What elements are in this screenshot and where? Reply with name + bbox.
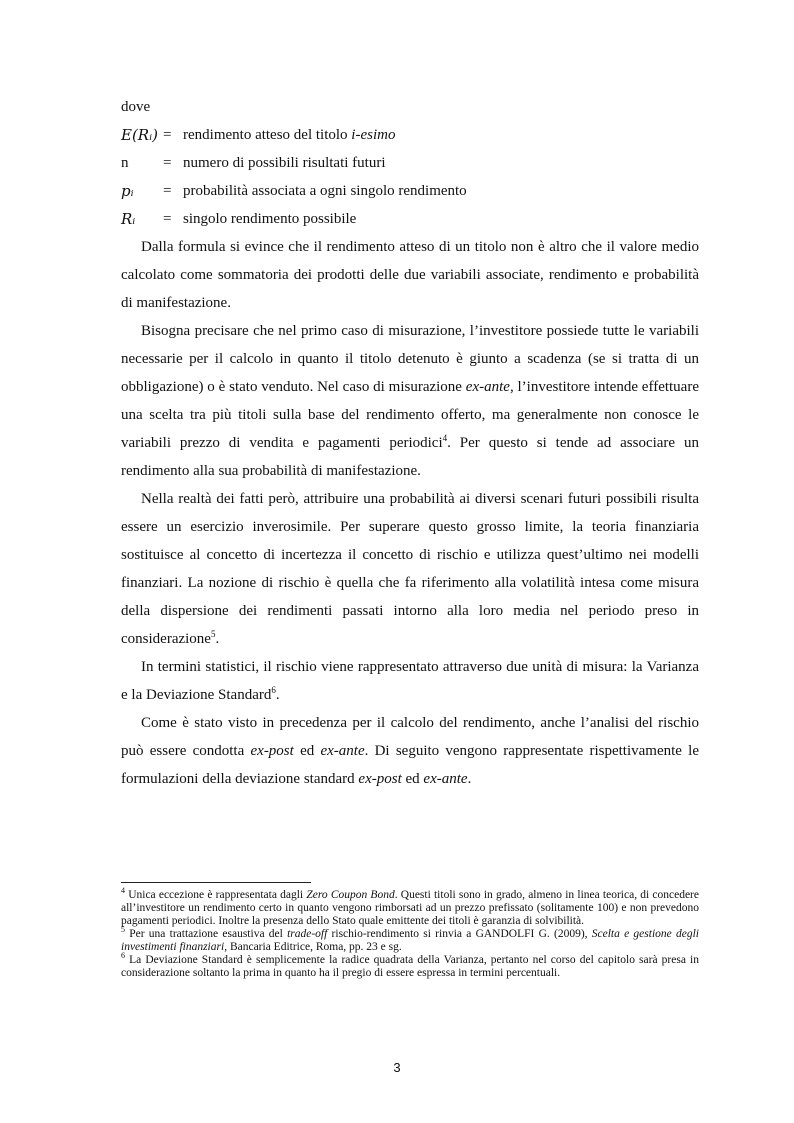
paragraph-3: Nella realtà dei fatti però, attribuire una probabilità ai diversi scenari futuri possibili risulta essere un esercizio inverosimile. Per superare questo grosso limite, la teoria finanziaria sostituisce al concetto di incertezza il concetto di rischio e utilizza quest’ultimo nei modelli finanziari. La nozione di rischio è quella che fa riferimento alla volatilità intesa come misura della dispersione dei rendimenti passati intorno alla loro media nel periodo preso in considerazione$^5$. — [121, 491, 699, 647]
paragraph-5: Come è stato visto in precedenza per il calcolo del rendimento, anche l’analisi del rischio può essere condotta ex-post ed ex-ante. Di seguito vengono rappresentate rispettivamente le formulazioni della deviazione standard ex-post ed ex-ante. — [121, 715, 699, 787]
definition-text: rendimento atteso del titolo i-esimo — [183, 127, 396, 143]
definition-row — [121, 177, 699, 205]
footnote-5: $^5$ Per una trattazione esaustiva del trade-off rischio-rendimento si rinvia a GANDOLFI G. (2009), Scelta e gestione degli investimenti finanziari, Bancaria Editrice, Roma, pp. 23 e sg. — [121, 925, 699, 953]
definition-row — [121, 121, 699, 149]
definition-symbol: E(Rᵢ) — [121, 126, 158, 144]
definition-row — [121, 205, 699, 233]
intro-word: dove — [121, 99, 151, 115]
definition-equals: = — [163, 127, 172, 143]
body-text — [121, 93, 699, 793]
definition-text: numero di possibili risultati futuri — [183, 155, 386, 171]
definition-equals: = — [163, 211, 172, 227]
paragraph-4: In termini statistici, il rischio viene rappresentato attraverso due unità di misura: la Varianza e la Deviazione Standard$^6$. — [121, 659, 699, 703]
footnotes-section — [121, 882, 699, 980]
paragraph-1: Dalla formula si evince che il rendimento atteso di un titolo non è altro che il valore medio calcolato come sommatoria dei prodotti delle due variabili associate, rendimento e probabilità di manifestazione. — [121, 239, 699, 311]
definition-text: singolo rendimento possibile — [183, 211, 357, 227]
footnote-ref-5[interactable]: 5 — [210, 629, 216, 639]
footnote-4: $^4$ Unica eccezione è rappresentata dagli Zero Coupon Bond. Questi titoli sono in grado, almeno in linea teorica, di concedere all’investitore un rendimento certo in quanto vengono rimborsati ad un prezzo prefissato (solitamente 100) e non prevedono pagamenti periodici. Inoltre la presenza dello Stato quale emittente dei titoli è garanzia di solvibilità. — [121, 886, 699, 927]
footnote-6: $^6$ La Deviazione Standard è semplicemente la radice quadrata della Varianza, pertanto nel corso del capitolo sarà presa in considerazione soltanto la prima in quanto ha il pregio di essere espressa in termini percentuali. — [121, 951, 699, 979]
definition-equals: = — [163, 155, 172, 171]
footnote-divider — [121, 882, 311, 883]
definition-equals: = — [163, 183, 172, 199]
definitions-list — [121, 121, 699, 233]
definition-text: probabilità associata a ogni singolo rendimento — [183, 183, 467, 199]
page-number: 3 — [393, 1060, 401, 1075]
footnote-ref-4[interactable]: 4 — [442, 433, 448, 443]
definition-row — [121, 149, 699, 177]
definition-symbol: pᵢ — [121, 182, 134, 200]
paragraph-2: Bisogna precisare che nel primo caso di misurazione, l’investitore possiede tutte le variabili necessarie per il calcolo in quanto il titolo detenuto è giunto a scadenza (se si tratta di un obbligazione) o è stato venduto. Nel caso di misurazione ex-ante, l’investitore intende effettuare una scelta tra più titoli sulla base del rendimento offerto, ma generalmente non conosce le variabili prezzo di vendita e pagamenti periodici$^4$. Per questo si tende ad associare un rendimento alla sua probabilità di manifestazione. — [121, 323, 699, 479]
definition-symbol: n — [121, 155, 129, 171]
footnote-ref-6[interactable]: 6 — [271, 685, 276, 695]
definition-symbol: Rᵢ — [121, 210, 136, 228]
